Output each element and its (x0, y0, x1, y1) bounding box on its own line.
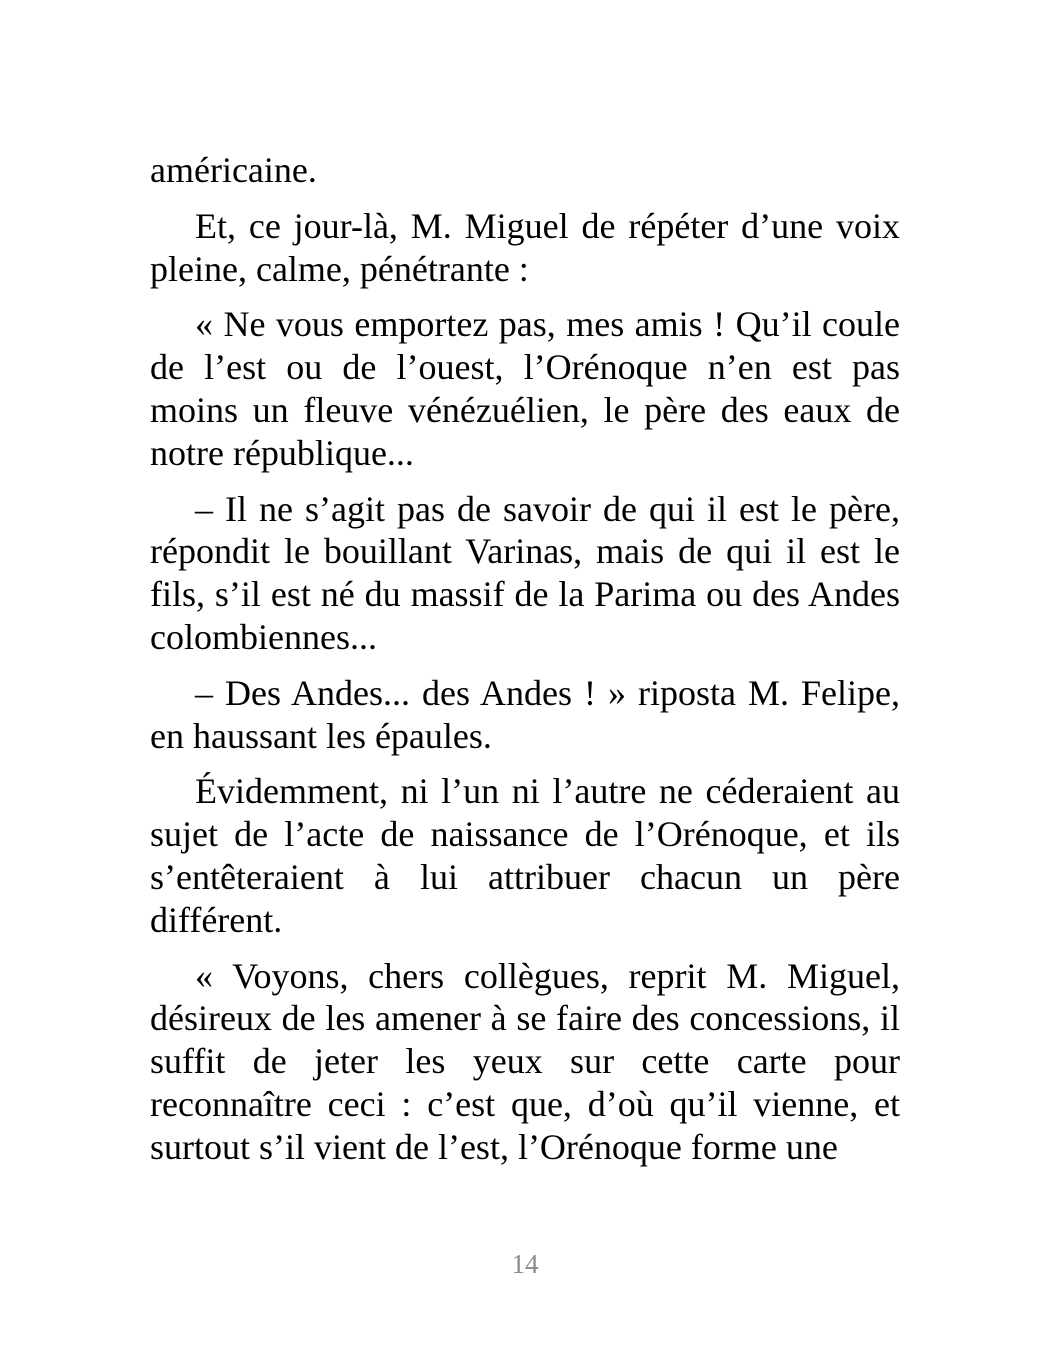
page-number: 14 (511, 1249, 539, 1279)
paragraph-continuation: américaine. (150, 150, 317, 190)
paragraph: – Il ne s’agit pas de savoir de qui il est le père, répondit le bouillant Varinas, mais de qui il est le fils, s’il est né du massif de la Parima ou des Andes colombiennes... (150, 488, 900, 657)
paragraph: « Ne vous emportez pas, mes amis ! Qu’il coule de l’est ou de l’ouest, l’Orénoque n’en est pas moins un fleuve vénézuélien, le père des eaux de notre république... (150, 304, 900, 473)
paragraph: – Des Andes... des Andes ! » riposta M. Felipe, en haussant les épaules. (150, 672, 900, 756)
paragraph: « Voyons, chers collègues, reprit M. Miguel, désireux de les amener à se faire des concessions, il suffit de jeter les yeux sur cette carte pour reconnaître ceci : c’est que, d’où qu’il vienne, et surtout s’il vient de l’est, l’Orénoque forme une (150, 955, 900, 1167)
paragraph: Évidemment, ni l’un ni l’autre ne céderaient au sujet de l’acte de naissance de l’Orénoque, et ils s’entêteraient à lui attribuer chacun un père différent. (150, 771, 900, 940)
page-body-text (150, 149, 900, 1182)
paragraph: Et, ce jour-là, M. Miguel de répéter d’une voix pleine, calme, pénétrante : (150, 205, 900, 289)
